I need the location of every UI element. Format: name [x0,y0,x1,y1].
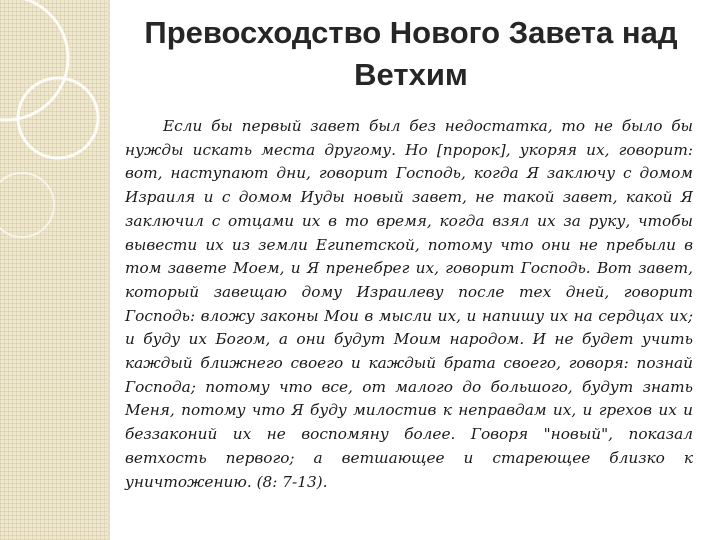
slide-body-text: Если бы первый завет был без недостатка, то не было бы нужды искать места другому. Но [пророк], укоряя их, говорит: вот, наступают дни, говорит Господь, когда Я заключу с домом Израиля и с домом Иуды новый завет, не такой завет, какой Я заключил с отцами их в то время, когда взял их за руку, чтобы вывести их из земли Египетской, потому что они не пребыли в том завете Моем, и Я пренебрег их, говорит Господь. Вот завет, который завещаю дому Израилеву после тех дней, говорит Господь: вложу законы Мои в мысли их, и напишу их на сердцах их; и буду их Богом, а они будут Моим народом. И не будет учить каждый ближнего своего и каждый брата своего, говоря: познай Господа; потому что все, от малого до большого, будут знать Меня, потому что Я буду милостив к неправдам их, и грехов их и беззаконий их не воспомяну более. Говоря "новый", показал ветхость первого; а ветшающее и стареющее близко к уничтожению. (8: 7-13). [125,117,693,491]
strip-divider [108,0,110,540]
decorative-circles [0,0,108,540]
decorative-side-strip [0,0,108,540]
slide-title: Превосходство Нового Завета над Ветхим [144,15,678,92]
